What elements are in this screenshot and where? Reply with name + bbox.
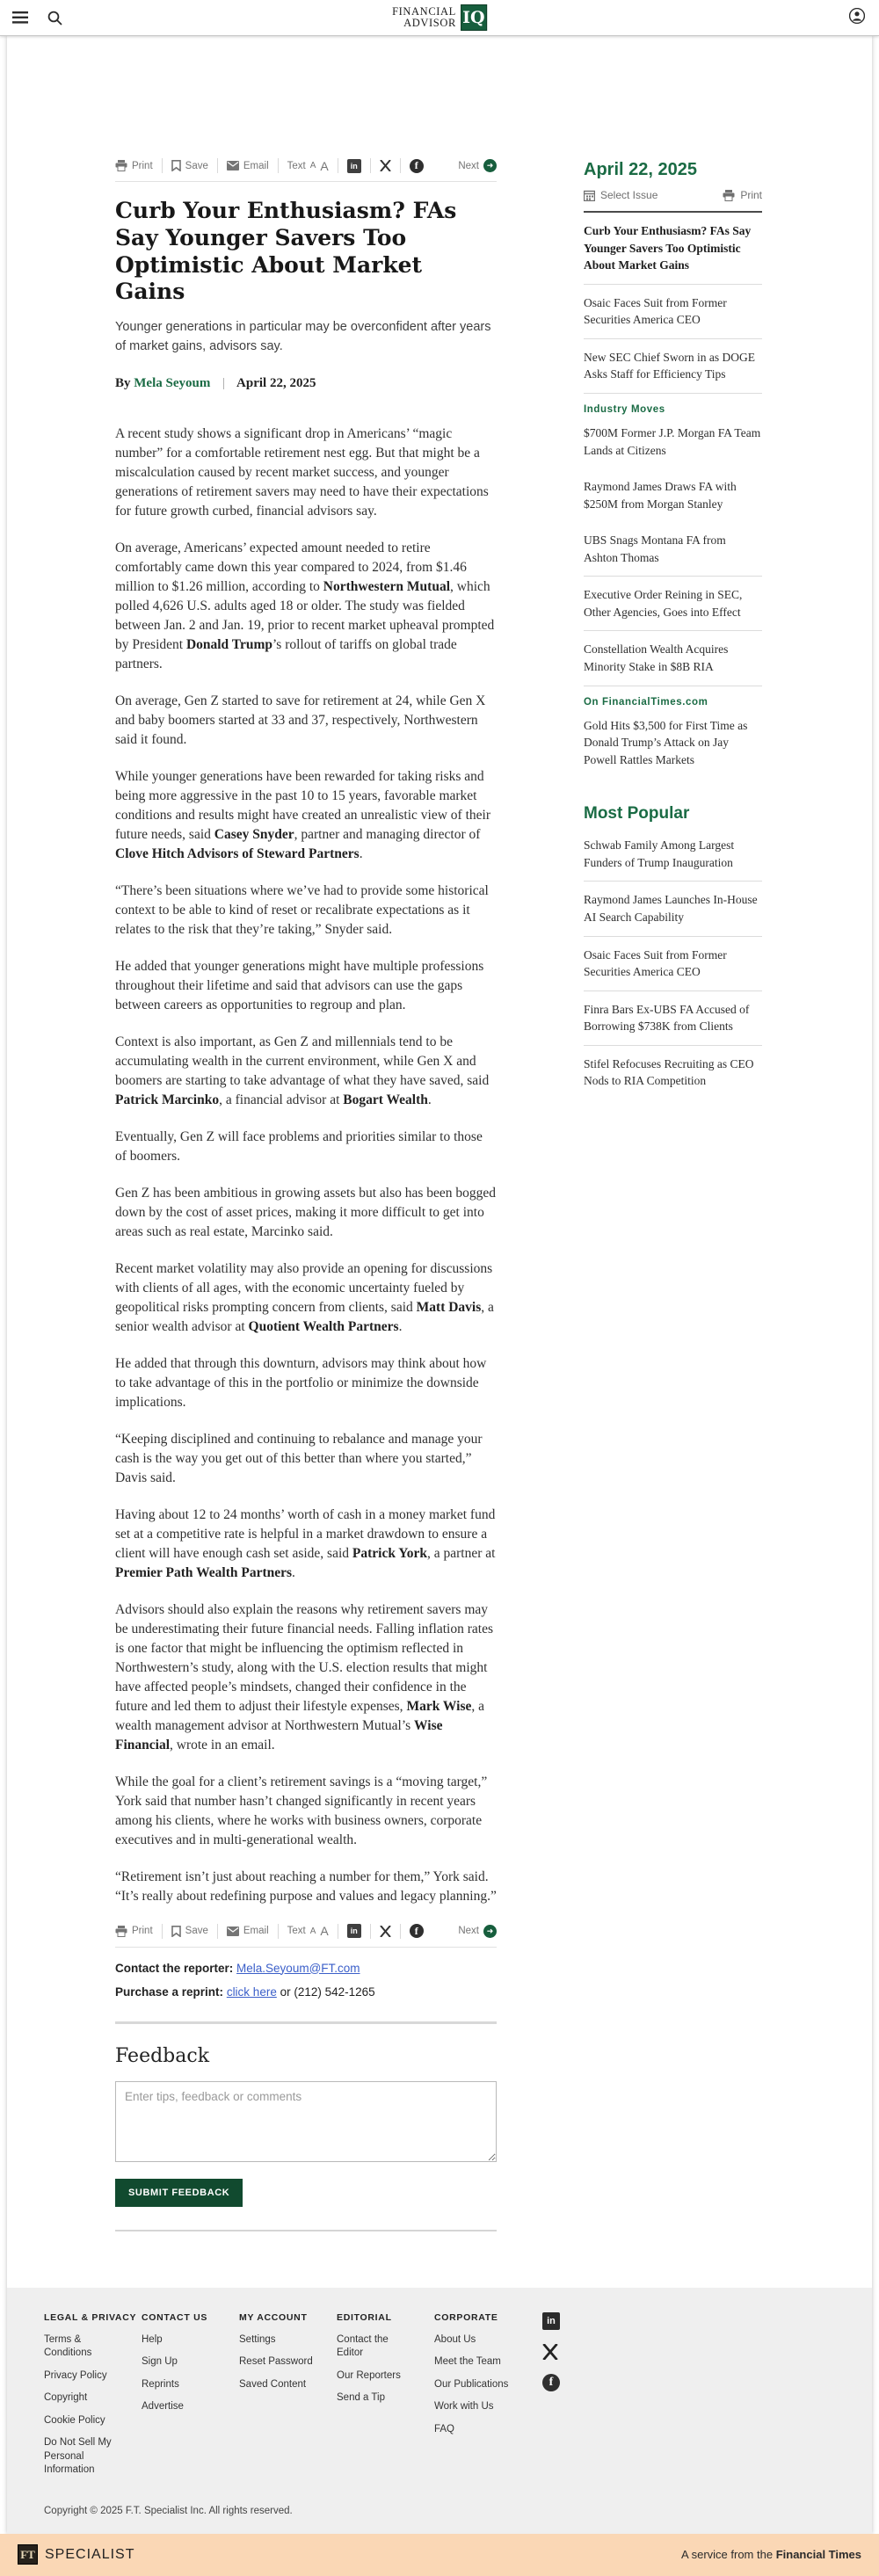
article-subtitle: Younger generations in particular may be overconfident after years of market gains, advisors say. [115, 320, 491, 353]
sidebar-print-button[interactable]: Print [723, 189, 762, 201]
footer-link[interactable]: About Us [434, 2333, 476, 2345]
facebook-icon: f [410, 159, 424, 173]
footer-column-title: CONTACT US [142, 2311, 208, 2323]
linkedin-icon: in [347, 159, 361, 173]
next-arrow-icon: ➜ [483, 1925, 497, 1938]
footer-column-title: MY ACCOUNT [239, 2311, 308, 2323]
reprint-label: Purchase a reprint: [115, 1985, 224, 1999]
submit-feedback-button[interactable]: SUBMIT FEEDBACK [115, 2179, 243, 2207]
page-card [7, 36, 872, 2534]
most-popular-link[interactable]: Finra Bars Ex-UBS FA Accused of Borrowing $738K from Clients [584, 990, 762, 1045]
account-avatar-icon[interactable] [849, 8, 865, 24]
share-toolbar-bottom [115, 1924, 497, 1948]
sidebar-article-link[interactable]: Curb Your Enthusiasm? FAs Say Younger Savers Too Optimistic About Market Gains [584, 224, 752, 272]
article-paragraph: He added that younger generations might have multiple professions throughout their lifetime and said that advisors can use the gaps between careers as opportunities to regroup and plan. [115, 958, 484, 1012]
email-button[interactable]: Email [227, 161, 269, 171]
article-title: Curb Your Enthusiasm? FAs Say Younger Savers Too Optimistic About Market Gains [115, 198, 457, 305]
text-size-control[interactable]: Text A A [287, 158, 329, 173]
article-paragraph: While the goal for a client’s retirement savings is a “moving target,” York said that number hasn’t changed significantly in recent years among his clients, where he works with business owners, corporate executives and in multi-generational wealth. [115, 1774, 488, 1847]
footer-link[interactable]: Our Publications [434, 2378, 509, 2390]
facebook-icon[interactable]: f [542, 2374, 560, 2391]
text-smaller-icon[interactable]: A [309, 161, 316, 171]
bookmark-icon [171, 160, 181, 171]
reprint-link[interactable]: click here [226, 1985, 277, 1999]
most-popular-link[interactable]: Schwab Family Among Largest Funders of Trump Inauguration [584, 838, 735, 869]
article-paragraph: Recent market volatility may also provide an opening for discussions with clients of all ages, with the economic uncertainty fueled by geopolitical risks prompting concern from clients, said Matt Davis, a senior wealth advisor at Quotient Wealth Partners. [115, 1260, 494, 1334]
footer-link[interactable]: Saved Content [239, 2378, 307, 2390]
facebook-share-button[interactable] [410, 1924, 424, 1938]
issue-date: April 22, 2025 [584, 160, 697, 179]
sidebar-article-link[interactable]: $700M Former J.P. Morgan FA Team Lands at Citizens [584, 425, 761, 457]
article-date: April 22, 2025 [236, 375, 316, 390]
footer-social-icons [542, 2312, 560, 2486]
x-icon [380, 160, 391, 171]
footer-column-title: LEGAL & PRIVACY [44, 2311, 137, 2323]
x-share-button[interactable] [380, 1926, 391, 1937]
facebook-share-button[interactable] [410, 159, 424, 173]
article-paragraph: Gen Z has been ambitious in growing assets but also has been bogged down by the cost of asset prices, making it more difficult to get into areas such as real estate, Marcinko said. [115, 1185, 497, 1239]
contact-block [115, 1962, 497, 1999]
ft-logo[interactable]: FT [18, 2544, 38, 2565]
most-popular-list [584, 827, 762, 1099]
print-icon [115, 160, 127, 171]
x-icon [380, 1926, 391, 1937]
footer-link[interactable]: Cookie Policy [44, 2414, 105, 2426]
financial-times-link[interactable]: Financial Times [775, 2548, 861, 2562]
footer-link[interactable]: Do Not Sell My Personal Information [44, 2437, 112, 2476]
hamburger-menu-icon[interactable] [12, 11, 28, 24]
reporter-email-link[interactable]: Mela.Seyoum@FT.com [236, 1961, 360, 1975]
footer-link[interactable]: Work with Us [434, 2401, 494, 2413]
article-paragraph: “Retirement isn’t just about reaching a number for them,” York said. “It’s really about redefining purpose and values and legacy planning.” [115, 1869, 497, 1904]
bookmark-icon [171, 1926, 181, 1937]
sidebar-article-link[interactable]: UBS Snags Montana FA from Ashton Thomas [584, 533, 726, 564]
linkedin-share-button[interactable] [347, 1924, 361, 1938]
linkedin-share-button[interactable] [347, 159, 361, 173]
sidebar-section-label: Industry Moves [584, 393, 762, 415]
select-issue-button[interactable]: Select Issue [584, 189, 657, 201]
article-column [115, 36, 497, 2261]
sidebar-article-link[interactable]: Constellation Wealth Acquires Minority Stake in $8B RIA [584, 630, 762, 685]
article-paragraph: Having about 12 to 24 months’ worth of cash in a money market fund set at a competitive rate is helpful in a market drawdown to ensure a client will have enough cash set aside, said Patrick York, a partner at Premier Path Wealth Partners. [115, 1506, 496, 1580]
email-button[interactable]: Email [227, 1926, 269, 1936]
footer-link[interactable]: Help [142, 2333, 163, 2345]
most-popular-link[interactable]: Raymond James Launches In-House AI Search Capability [584, 881, 762, 935]
print-icon [723, 190, 735, 201]
article-paragraph: While younger generations have been rewarded for taking risks and being more aggressive in the past 10 to 15 years, favorable market conditions and results might have created an unrealistic view of their future needs, said Casey Snyder, partner and managing director of Clove Hitch Advisors of Steward Partners. [115, 768, 490, 861]
sidebar-article-link[interactable]: Executive Order Reining in SEC, Other Agencies, Goes into Effect [584, 576, 762, 630]
footer-link[interactable]: Meet the Team [434, 2356, 501, 2368]
article-paragraph: On average, Gen Z started to save for retirement at 24, while Gen X and baby boomers started at 33 and 37, respectively, Northwestern said it found. [115, 693, 486, 747]
next-arrow-icon: ➜ [483, 159, 497, 172]
print-button[interactable]: Print [115, 1926, 153, 1937]
sidebar-article-link[interactable]: Gold Hits $3,500 for First Time as Donald Trump’s Attack on Jay Powell Rattles Markets [584, 718, 748, 766]
footer-link[interactable]: Sign Up [142, 2356, 178, 2368]
share-toolbar-top [115, 158, 497, 182]
end-divider [115, 2230, 497, 2231]
footer-link[interactable]: Contact the Editor [337, 2333, 389, 2359]
envelope-icon [227, 1927, 239, 1936]
footer-link[interactable]: Copyright [44, 2392, 88, 2404]
text-smaller-icon[interactable]: A [309, 1926, 316, 1936]
reprint-phone: or (212) 542-1265 [280, 1985, 375, 1999]
article-paragraph: A recent study shows a significant drop in Americans’ “magic number” for a comfortable retirement nest egg. But that might be a miscalculation caused by recent market success, and younger generations of retirement savers may need to have their expectations for future growth curbed, financial advisors say. [115, 425, 489, 519]
next-article-button[interactable]: Next ➜ [458, 1925, 497, 1938]
ft-specialist-wordmark: SPECIALIST [45, 2546, 135, 2562]
linkedin-icon: in [347, 1924, 361, 1938]
service-note: A service from the Financial Times [681, 2548, 861, 2562]
footer-link[interactable]: Reset Password [239, 2356, 313, 2368]
x-share-button[interactable] [380, 160, 391, 171]
article-paragraph: Context is also important, as Gen Z and millennials tend to be accumulating wealth in the current environment, while Gen X and boomers are starting to take advantage of what they have saved, said Patrick Marcinko, a financial advisor at Bogart Wealth. [115, 1034, 490, 1107]
author-link[interactable]: Mela Seyoum [134, 375, 211, 390]
article-paragraph: On average, Americans’ expected amount needed to retire comfortably came down this year compared to 2024, from $1.46 million to $1.26 million, according to Northwestern Mutual, which polled 4,626 U.S. adults aged 18 or older. The study was fielded between Jan. 2 and Jan. 19, prior to recent market upheaval prompted by President Donald Trump’s rollout of tariffs on global trade partners. [115, 540, 495, 671]
site-footer [7, 2288, 872, 2534]
linkedin-icon[interactable]: in [542, 2312, 560, 2330]
text-size-control[interactable]: Text A A [287, 1924, 329, 1938]
print-icon [115, 1926, 127, 1937]
sidebar-article-link[interactable]: New SEC Chief Sworn in as DOGE Asks Staff for Efficiency Tips [584, 338, 762, 393]
footer-link[interactable]: Advertise [142, 2401, 184, 2413]
footer-copyright: Copyright © 2025 F.T. Specialist Inc. All rights reserved. [44, 2505, 293, 2516]
article-paragraph: Eventually, Gen Z will face problems and priorities similar to those of boomers. [115, 1128, 483, 1164]
footer-link[interactable]: Our Reporters [337, 2369, 401, 2381]
text-larger-icon[interactable]: A [320, 1924, 329, 1938]
footer-column-title: EDITORIAL [337, 2311, 392, 2323]
feedback-input[interactable] [115, 2081, 497, 2162]
x-icon[interactable] [542, 2344, 558, 2360]
footer-link[interactable]: Privacy Policy [44, 2369, 107, 2381]
save-button[interactable]: Save [171, 1926, 208, 1937]
footer-link[interactable]: Send a Tip [337, 2392, 385, 2404]
footer-column-title: CORPORATE [434, 2311, 498, 2323]
feedback-heading: Feedback [115, 2044, 210, 2067]
contact-reporter-label: Contact the reporter: [115, 1961, 234, 1975]
most-popular-link[interactable]: Stifel Refocuses Recruiting as CEO Nods to RIA Competition [584, 1045, 762, 1099]
print-button[interactable]: Print [115, 160, 153, 171]
search-icon[interactable] [47, 11, 62, 25]
most-popular-title: Most Popular [584, 804, 690, 824]
brand-wordmark: FINANCIAL ADVISOR [392, 4, 456, 29]
envelope-icon [227, 161, 239, 171]
footer-columns [44, 2312, 872, 2486]
article-paragraph: “There’s been situations where we’ve had to provide some historical context to be able to kind of reset or recalibrate expectations as it relates to the risk that they’re taking,” Snyder said. [115, 882, 489, 937]
section-divider [115, 2021, 497, 2024]
sidebar-article-link[interactable]: Raymond James Draws FA with $250M from Morgan Stanley [584, 480, 737, 511]
calendar-icon [584, 190, 595, 201]
article-body [115, 424, 497, 1906]
issue-list [584, 213, 762, 778]
sidebar-section-label: On FinancialTimes.com [584, 686, 762, 707]
article-paragraph: He added that through this downturn, advisors may think about how to take advantage of this in the portfolio or minimize the downside implications. [115, 1355, 487, 1410]
facebook-icon: f [410, 1924, 424, 1938]
financial-advisor-iq-logo[interactable] [392, 4, 487, 31]
footer-link[interactable]: Reprints [142, 2378, 179, 2390]
byline: By Mela Seyoum | April 22, 2025 [115, 375, 316, 390]
app-header [0, 0, 879, 36]
issue-sidebar [584, 36, 762, 2261]
article-paragraph: “Keeping disciplined and continuing to rebalance and manage your cash is the way you get out of this better than where you started,” Davis said. [115, 1431, 483, 1485]
most-popular-link[interactable]: Osaic Faces Suit from Former Securities America CEO [584, 936, 762, 990]
ft-specialist-bar [0, 2534, 879, 2576]
sidebar-article-link[interactable]: Osaic Faces Suit from Former Securities America CEO [584, 284, 762, 338]
text-larger-icon[interactable]: A [320, 158, 329, 173]
save-button[interactable]: Save [171, 160, 208, 171]
footer-link[interactable]: Terms & Conditions [44, 2333, 92, 2359]
iq-badge: IQ [461, 4, 487, 31]
article-paragraph: Advisors should also explain the reasons why retirement savers may be underestimating their future financial needs. Falling inflation rates is one factor that might be influencing the optimism reflected in Northwestern’s study, along with the U.S. election results that might have affected people’s mindsets, changed their confidence in the future and led them to adjust their lifestyle expenses, Mark Wise, a wealth management advisor at Northwestern Mutual’s Wise Financial, wrote in an email. [115, 1601, 493, 1752]
footer-link[interactable]: FAQ [434, 2423, 455, 2435]
next-article-button[interactable]: Next ➜ [458, 159, 497, 172]
footer-link[interactable]: Settings [239, 2333, 276, 2345]
